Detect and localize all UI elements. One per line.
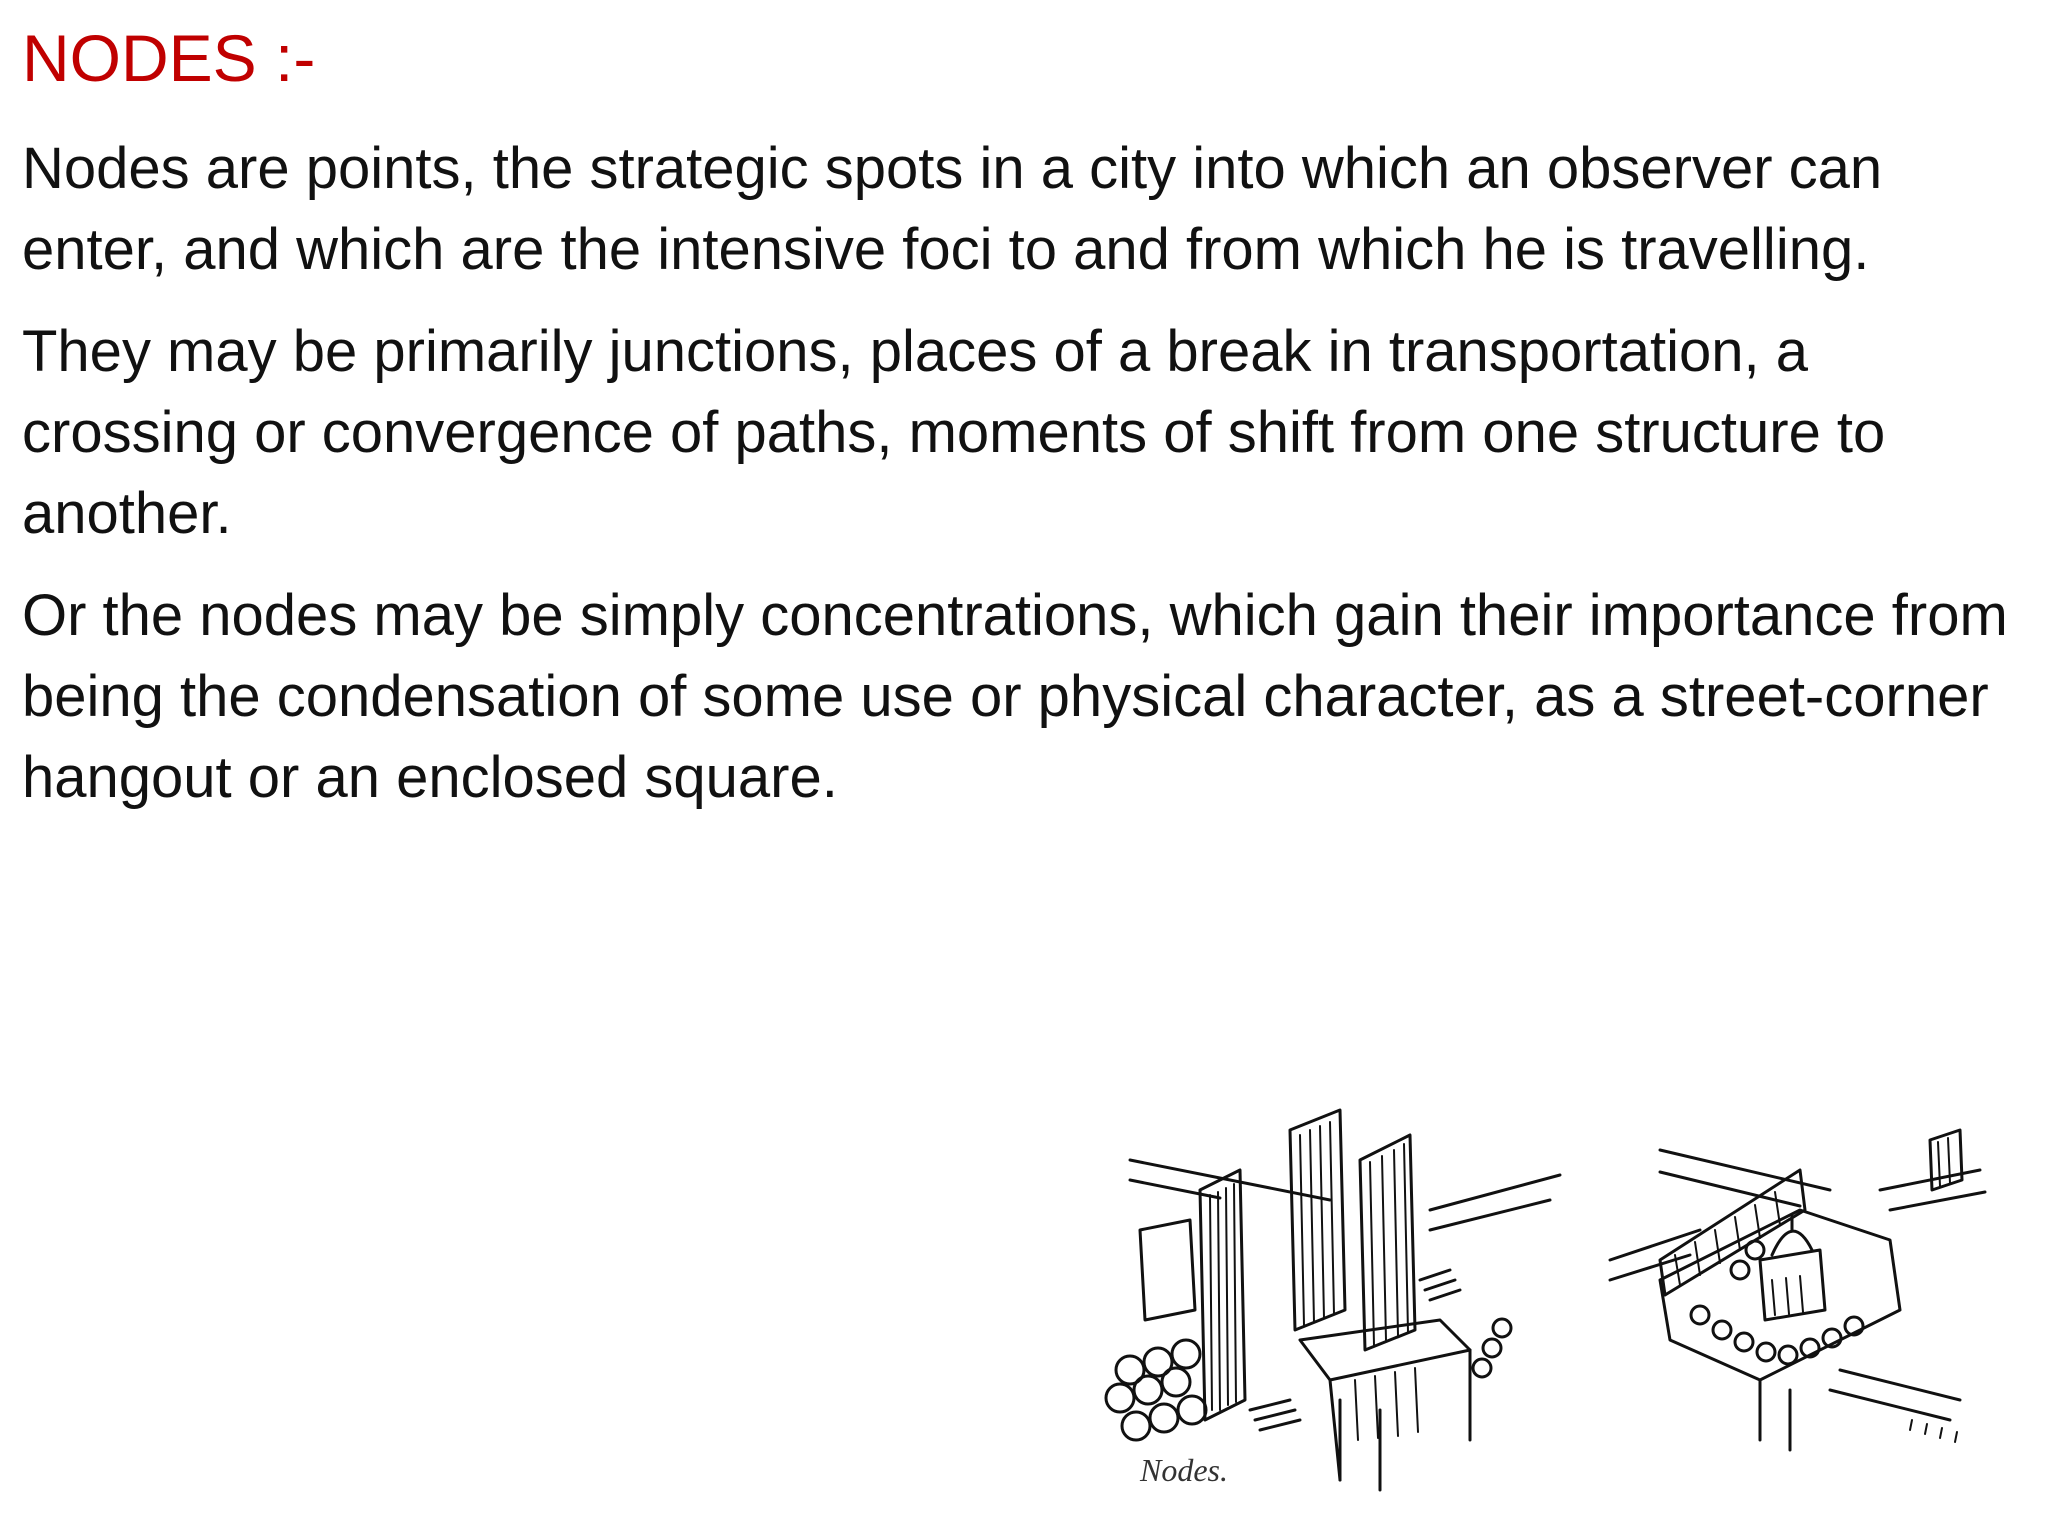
- slide-title: NODES :-: [22, 21, 316, 95]
- nodes-illustration: [1100, 1080, 2020, 1520]
- paragraph-junctions: They may be primarily junctions, places of a break in transportation, a crossing or convergence of paths, moments of shift from one structure to another.: [22, 319, 1886, 546]
- figure-caption: Nodes.: [1140, 1452, 1228, 1488]
- junction-sketch: [1106, 1110, 1560, 1490]
- paragraph-definition: Nodes are points, the strategic spots in a city into which an observer can enter, and which are the intensive foci to and from which he is travelling.: [22, 136, 1883, 282]
- enclosed-square-sketch: [1610, 1130, 1985, 1450]
- body-text: [22, 128, 2032, 839]
- paragraph-concentrations: Or the nodes may be simply concentrations, which gain their importance from being the condensation of some use or physical character, as a street-corner hangout or an enclosed square.: [22, 583, 2008, 810]
